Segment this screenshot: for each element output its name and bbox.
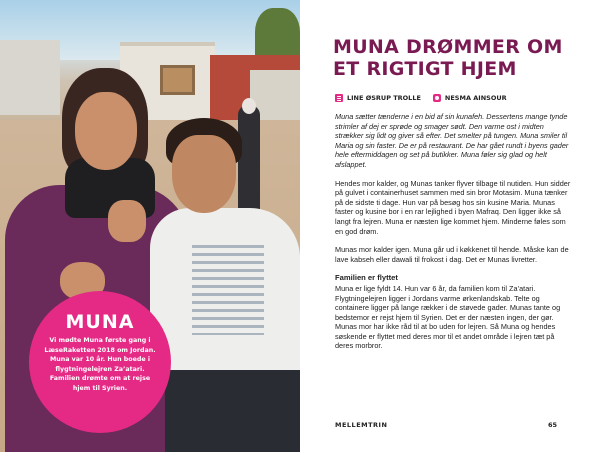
name-badge-name: MUNA bbox=[65, 311, 135, 333]
article-paragraph: Munas mor kalder igen. Muna går ud i køkkenet til hende. Måske kan de lave kabseh eller dawali til frokost i dag. Det er Munas livretter. bbox=[335, 245, 569, 264]
boy-pants bbox=[165, 370, 300, 452]
article-intro: Muna sætter tænderne i en bid af sin kunafeh. Dessertens mange tynde strimler af dej er sprøde og smager sødt. Den varme ost i midten strækker sig lidt og giver så efter. Det smelter på tungen. Muna smiler til Maria og sin faster. De er på restaurant. De har gået rundt i byens gader hele eftermiddagen og set på butikker. Muna føler sig glad og helt afslappet. bbox=[335, 112, 569, 169]
article-title-line2: ET RIGTIGT HJEM bbox=[333, 58, 517, 80]
name-badge-caption: Vi mødte Muna første gang i LæseRaketten 2018 om Jordan. Muna var 10 år. Hun boede i flygtningelejren Za’atari. Familien drømte om at rejse hjem til Syrien. bbox=[44, 337, 156, 392]
credits bbox=[335, 94, 507, 102]
article-paragraph: Muna er lige fyldt 14. Hun var 6 år, da familien kom til Za’atari. Flygtningelejren ligger i Jordans varme ørkenlandskab. Telte og containere ligger på lange rækker i de støvede gader. Munas tante og bedstemor er rejst hjem til Syrien. Det er der næsten ingen, der gør. Munas mor har ikke råd til at bo uden for lejren. Så Muna og hendes søskende er flyttet med deres mor til et andet område i lejren tæt på deres morbror. bbox=[335, 283, 561, 351]
girl-hand bbox=[108, 200, 146, 242]
boy-face bbox=[172, 135, 236, 213]
camera-icon bbox=[433, 94, 441, 102]
background-person bbox=[238, 105, 260, 215]
author-name: LINE ØSRUP TROLLE bbox=[347, 94, 421, 102]
article-title bbox=[333, 36, 583, 80]
background-container-left bbox=[0, 40, 60, 115]
photographer-name: NESMA AINSOUR bbox=[444, 94, 507, 102]
article-paragraph: Hendes mor kalder, og Munas tanker flyver tilbage til nutiden. Hun sidder på gulvet i containerhuset sammen med sin bror Motasim. Muna tænker på de sidste ti dage. Hun var på besøg hos sin kusine Maria. Munas faster og kusine bor i en rar lejlighed i byen Mafraq. Den ligger ikke så langt fra lejren. Muna er næsten lige kommet hjem. Minderne føles som en god drøm. bbox=[335, 178, 571, 236]
footer-section-label: MELLEMTRIN bbox=[335, 421, 388, 429]
background-person-head bbox=[242, 98, 256, 114]
name-badge bbox=[29, 291, 171, 433]
boy-tshirt-print bbox=[192, 245, 264, 335]
page-number: 65 bbox=[548, 421, 558, 429]
document-icon bbox=[335, 94, 343, 102]
article-title-line1: MUNA DRØMMER OM bbox=[333, 36, 563, 58]
girl-face bbox=[75, 92, 137, 170]
article-subheading: Familien er flyttet bbox=[335, 273, 398, 283]
article-body bbox=[335, 112, 573, 360]
building-window bbox=[160, 65, 195, 95]
article-page bbox=[300, 0, 600, 452]
